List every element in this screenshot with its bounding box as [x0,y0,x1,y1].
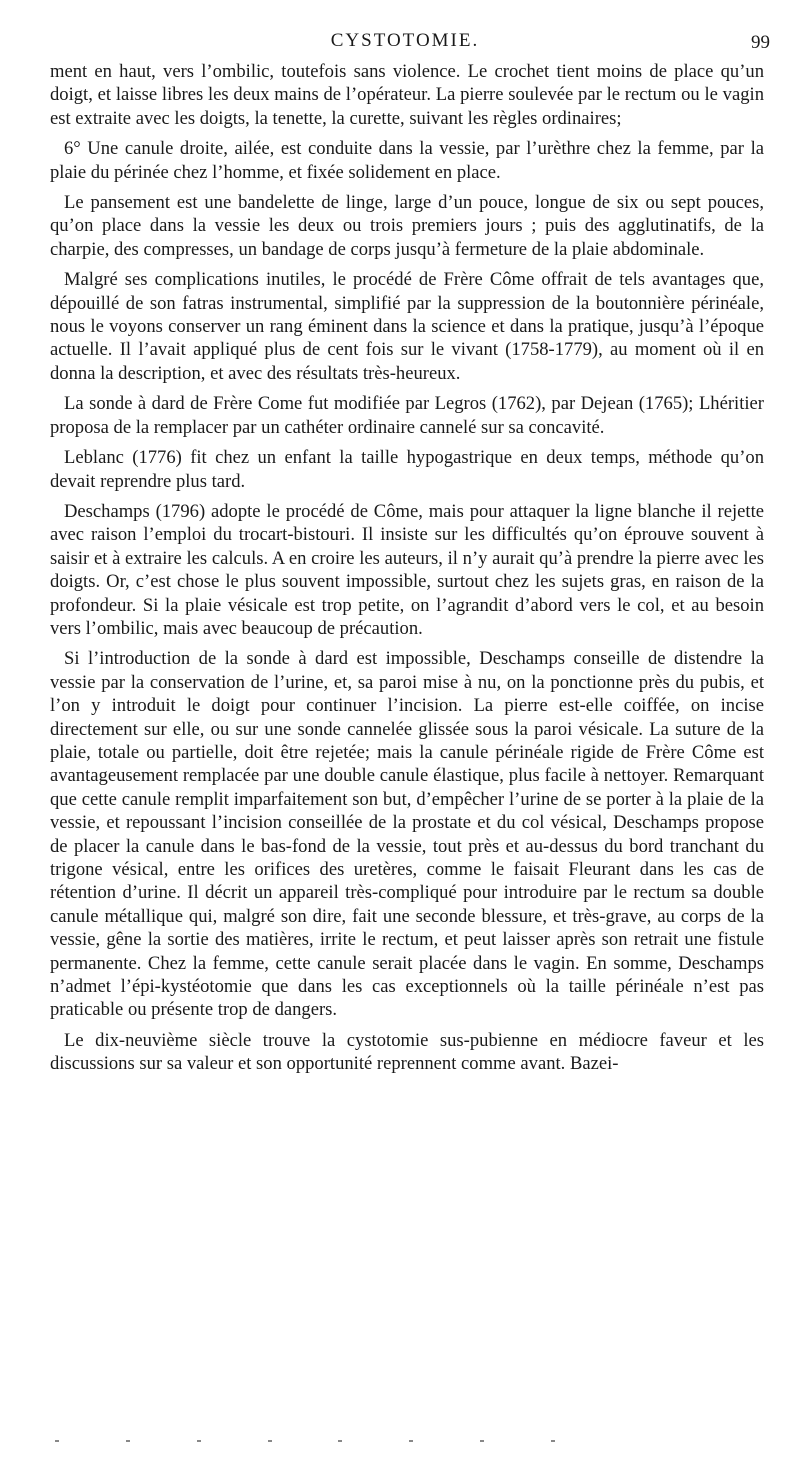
dot [551,1440,555,1442]
paragraph-dix-neuvieme: Le dix-neuvième siècle trouve la cystotomie sus-pubienne en médiocre faveur et les discussions sur sa valeur et son opportunité reprennent comme avant. Bazei- [50,1029,764,1075]
running-title: CYSTOTOMIE. [330,30,480,51]
paragraph-deschamps: Deschamps (1796) adopte le procédé de Côme, mais pour attaquer la ligne blanche il rejette avec raison l’emploi du trocart-bistouri. Il insiste sur les difficultés qu’on éprouve souvent à saisir et à extraire les calculs. A en croire les auteurs, il n’y aurait qu’à prendre la pierre avec les doigts. Or, c’est chose le plus souvent impossible, surtout chez les sujets gras, en raison de la profondeur. Si la plaie vésicale est trop petite, on l’agrandit d’abord vers le col, et au besoin vers l’ombilic, mais avec beaucoup de précaution. [50,500,764,639]
paragraph-frere-come: Malgré ses complications inutiles, le procédé de Frère Côme offrait de tels avantages que, dépouillé de son fatras instrumental, simplifié par la suppression de la boutonnière périnéale, nous le voyons conserver un rang éminent dans la science et dans la pratique, jusqu’à l’époque actuelle. Il l’avait appliqué plus de cent fois sur le vivant (1758-1779), au moment où il en donna la description, et avec des résultats très-heureux. [50,269,764,384]
dot [197,1440,201,1442]
body-text [50,60,764,1083]
page-number: 99 [751,32,770,53]
dot [409,1440,413,1442]
dot [268,1440,272,1442]
paragraph-deschamps-technique: Si l’introduction de la sonde à dard est impossible, Deschamps conseille de distendre la vessie par la conservation de l’urine, et, sa paroi mise à nu, on la ponctionne près du pubis, et l’on y introduit le doigt pour continuer l’incision. La pierre est-elle coiffée, on incise directement sur elle, ou sur une sonde cannelée glissée sous la paroi vésicale. La suture de la plaie, totale ou partielle, doit être rejetée; mais la canule périnéale rigide de Frère Côme est avantageusement remplacée par une double canule élastique, plus facile à nettoyer. Remarquant que cette canule remplit imparfaitement son but, d’empêcher l’urine de se porter à la plaie de la vessie, et repoussant l’incision conseillée de la prostate et du col vésical, Deschamps propose de placer la canule dans le bas-fond de la vessie, tout près et au-dessus du bord tranchant du trigone vésical, entre les orifices des uretères, comme le faisait Fleurant dans les cas de rétention d’urine. Il décrit un appareil très-compliqué pour introduire par le rectum sa double canule métallique qui, malgré son dire, fait une seconde blessure, et très-grave, au corps de la vessie, gêne la sortie des matières, irrite le rectum, et peut laisser après son retrait une fistule permanente. Chez la femme, cette canule serait placée dans le vagin. En somme, Deschamps n’admet l’épi-kystéotomie que dans les cas exceptionnels où la taille périnéale n’est pas praticable ou présente trop de dangers. [50,648,764,1021]
paragraph-step-6: 6° Une canule droite, ailée, est conduite dans la vessie, par l’urèthre chez la femme, par la plaie du périnée chez l’homme, et fixée solidement en place. [50,138,764,183]
dot [126,1440,130,1442]
print-artifact-dots [55,1440,555,1444]
paragraph-sonde-a-dard: La sonde à dard de Frère Come fut modifiée par Legros (1762), par Dejean (1765); Lhéritier proposa de la remplacer par un cathéter ordinaire cannelé sur sa concavité. [50,393,764,438]
running-head [40,30,770,58]
dot [480,1440,484,1442]
dot [55,1440,59,1442]
paragraph-pansement: Le pansement est une bandelette de linge, large d’un pouce, longue de six ou sept pouces, qu’on place dans la vessie les deux ou trois premiers jours ; puis des agglutinatifs, de la charpie, des compresses, un bandage de corps jusqu’à fermeture de la plaie abdominale. [50,192,764,260]
paragraph-leblanc: Leblanc (1776) fit chez un enfant la taille hypogastrique en deux temps, méthode qu’on devait reprendre plus tard. [50,447,764,492]
paragraph-continuation: ment en haut, vers l’ombilic, toutefois sans violence. Le crochet tient moins de place qu’un doigt, et laisse libres les deux mains de l’opérateur. La pierre soulevée par le rectum ou le vagin est extraite avec les doigts, la tenette, la curette, suivant les règles ordinaires; [50,61,764,129]
dot [338,1440,342,1442]
